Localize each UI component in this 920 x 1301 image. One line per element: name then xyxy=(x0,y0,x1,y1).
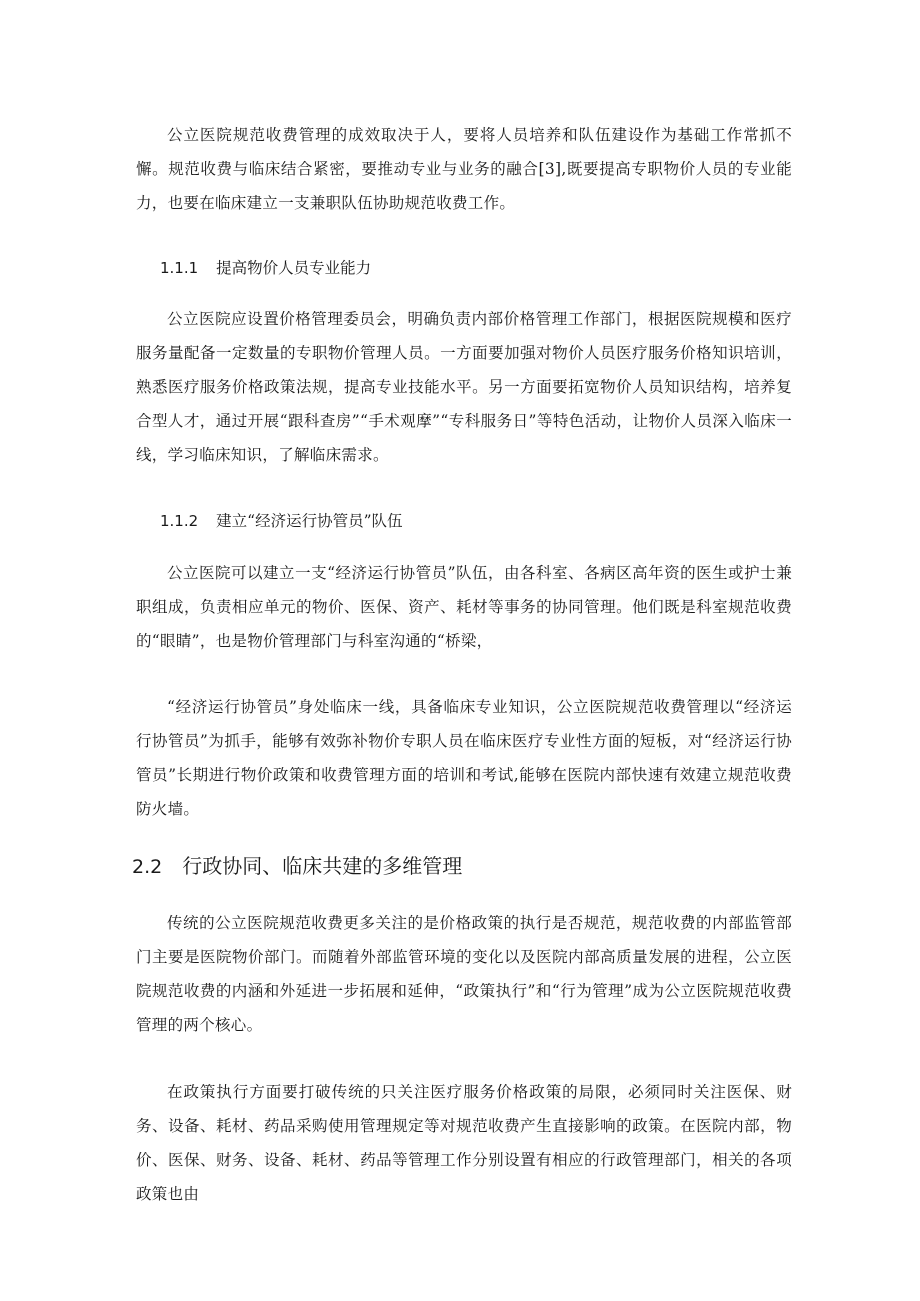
paragraph: 公立医院应设置价格管理委员会，明确负责内部价格管理工作部门，根据医院规模和医疗服务量配备一定数量的专职物价管理人员。一方面要加强对物价人员医疗服务价格知识培训，熟悉医疗服务价格政策法规，提高专业技能水平。另一方面要拓宽物价人员知识结构，培养复合型人才，通过开展“跟科查房”“手术观摩”“专科服务日”等特色活动，让物价人员深入临床一线，学习临床知识，了解临床需求。 xyxy=(136,310,792,464)
paragraph: 在政策执行方面要打破传统的只关注医疗服务价格政策的局限，必须同时关注医保、财务、设备、耗材、药品采购使用管理规定等对规范收费产生直接影响的政策。在医院内部，物价、医保、财务、设备、耗材、药品等管理工作分别设置有相应的行政管理部门，相关的各项政策也由 xyxy=(136,1083,792,1203)
paragraph: 传统的公立医院规范收费更多关注的是价格政策的执行是否规范，规范收费的内部监管部门主要是医院物价部门。而随着外部监管环境的变化以及医院内部高质量发展的进程，公立医院规范收费的内涵和外延进一步拓展和延伸，“政策执行”和“行为管理”成为公立医院规范收费管理的两个核心。 xyxy=(136,914,792,1034)
section-title: 建立“经济运行协管员”队伍 xyxy=(216,512,403,530)
section-heading-1-1-2 xyxy=(160,504,760,538)
section-number: 1.1.1 xyxy=(160,259,199,277)
section-number: 1.1.2 xyxy=(160,512,199,530)
section-title: 行政协同、临床共建的多维管理 xyxy=(182,854,463,878)
section-heading-1-1-1 xyxy=(160,251,760,285)
section-title: 提高物价人员专业能力 xyxy=(216,259,372,277)
paragraph: “经济运行协管员”身处临床一线，具备临床专业知识，公立医院规范收费管理以“经济运行协管员”为抓手，能够有效弥补物价专职人员在临床医疗专业性方面的短板，对“经济运行协管员”长期进行物价政策和收费管理方面的培训和考试,能够在医院内部快速有效建立规范收费防火墙。 xyxy=(136,698,792,818)
section-number: 2.2 xyxy=(132,856,163,878)
paragraph: 公立医院可以建立一支“经济运行协管员”队伍，由各科室、各病区高年资的医生或护士兼职组成，负责相应单元的物价、医保、资产、耗材等事务的协同管理。他们既是科室规范收费的“眼睛”，也是物价管理部门与科室沟通的“桥梁， xyxy=(136,564,792,650)
paragraph: 公立医院规范收费管理的成效取决于人，要将人员培养和队伍建设作为基础工作常抓不懈。规范收费与临床结合紧密，要推动专业与业务的融合[3],既要提高专职物价人员的专业能力，也要在临床建立一支兼职队伍协助规范收费工作。 xyxy=(136,126,792,212)
section-heading-2-2 xyxy=(132,846,772,887)
